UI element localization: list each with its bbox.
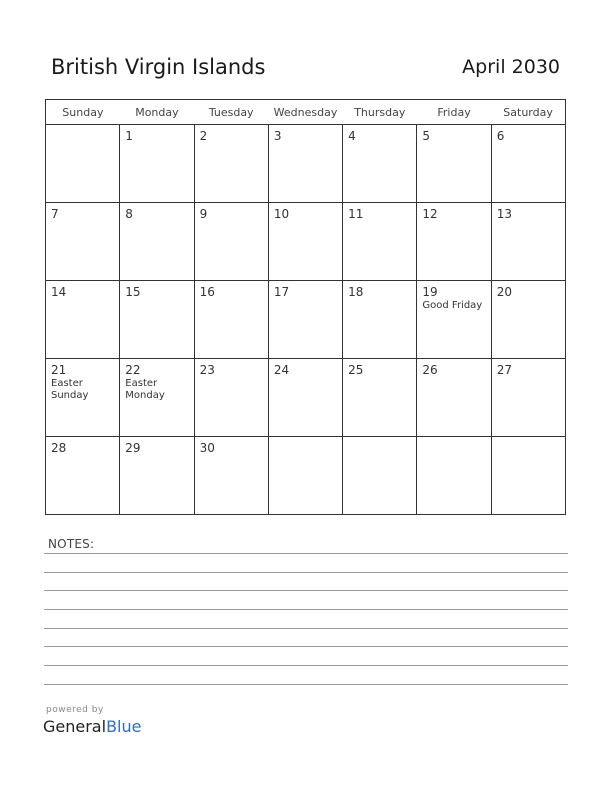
- day-number: 26: [422, 363, 438, 377]
- calendar-day-cell: [268, 125, 342, 203]
- calendar-day-cell: [268, 203, 342, 281]
- note-line: [44, 609, 568, 610]
- day-number: 27: [496, 363, 512, 377]
- day-number: 25: [348, 363, 364, 377]
- calendar-day-cell: [46, 437, 120, 515]
- weekday-tuesday: Tuesday: [194, 100, 268, 125]
- weekday-sunday: Sunday: [46, 100, 120, 125]
- calendar-day-cell: [194, 281, 268, 359]
- calendar-day-cell: [120, 437, 194, 515]
- note-line: [44, 590, 568, 591]
- calendar-day-cell: [46, 203, 120, 281]
- calendar-day-cell: [268, 437, 342, 515]
- calendar-day-cell: [343, 359, 417, 437]
- day-number: 20: [496, 285, 512, 299]
- calendar-day-cell: [120, 125, 194, 203]
- day-number: 1: [125, 129, 133, 143]
- day-number: 12: [422, 207, 438, 221]
- calendar-day-cell: [194, 359, 268, 437]
- day-number: 29: [125, 441, 141, 455]
- calendar-day-cell: [268, 359, 342, 437]
- holiday-label: Good Friday: [422, 300, 483, 311]
- day-number: 23: [199, 363, 215, 377]
- note-line: [44, 665, 568, 666]
- calendar-day-cell: [194, 203, 268, 281]
- brand-logo: [43, 717, 141, 736]
- weekday-saturday: Saturday: [491, 100, 565, 125]
- calendar-day-cell: [491, 203, 565, 281]
- day-number: 4: [348, 129, 356, 143]
- calendar-week-row: [46, 125, 566, 203]
- calendar-day-cell: [417, 437, 491, 515]
- calendar-day-cell: [417, 359, 491, 437]
- calendar-day-cell: [343, 203, 417, 281]
- calendar-month: April 2030: [462, 56, 560, 78]
- note-line: [44, 628, 568, 629]
- weekday-thursday: Thursday: [343, 100, 417, 125]
- brand-general: General: [43, 717, 107, 736]
- calendar-day-cell: [120, 359, 194, 437]
- calendar-title: British Virgin Islands: [51, 55, 266, 79]
- calendar-day-cell: [194, 125, 268, 203]
- holiday-label: Easter Sunday: [51, 378, 89, 401]
- day-number: 30: [199, 441, 215, 455]
- day-number: 28: [51, 441, 67, 455]
- day-number: 7: [51, 207, 59, 221]
- day-number: 15: [125, 285, 141, 299]
- day-number: 11: [348, 207, 364, 221]
- note-line: [44, 572, 568, 573]
- holiday-label: Easter Monday: [125, 378, 165, 401]
- day-number: 17: [273, 285, 290, 299]
- calendar-week-row: [46, 359, 566, 437]
- day-number: 14: [51, 285, 67, 299]
- calendar-day-cell: [491, 437, 565, 515]
- calendar-day-cell: [120, 203, 194, 281]
- day-number: 5: [422, 129, 431, 143]
- calendar-grid: [45, 99, 566, 515]
- weekday-wednesday: Wednesday: [268, 100, 342, 125]
- day-number: 19: [422, 285, 438, 299]
- day-number: 16: [199, 285, 215, 299]
- calendar-day-cell: [268, 281, 342, 359]
- day-number: 22: [125, 363, 141, 377]
- calendar-day-cell: [343, 437, 417, 515]
- note-line: [44, 684, 568, 685]
- calendar-day-cell: [343, 281, 417, 359]
- day-number: 21: [51, 363, 67, 377]
- day-number: 9: [199, 207, 208, 221]
- calendar-day-cell: [491, 125, 565, 203]
- calendar-day-cell: [194, 437, 268, 515]
- day-number: 3: [273, 129, 282, 143]
- day-number: 2: [199, 129, 208, 143]
- calendar-week-row: [46, 203, 566, 281]
- calendar-day-cell: [46, 125, 120, 203]
- calendar-day-cell: [417, 203, 491, 281]
- day-number: 13: [496, 207, 512, 221]
- calendar-day-cell: [343, 125, 417, 203]
- calendar-week-row: [46, 281, 566, 359]
- calendar-day-cell: [120, 281, 194, 359]
- day-number: 24: [273, 363, 290, 377]
- calendar-day-cell: [417, 281, 491, 359]
- calendar-day-cell: [491, 281, 565, 359]
- powered-by-text: powered by: [46, 705, 104, 715]
- weekday-header-row: [46, 100, 566, 125]
- calendar-body: [46, 125, 566, 515]
- weekday-friday: Friday: [417, 100, 491, 125]
- calendar-week-row: [46, 437, 566, 515]
- day-number: 8: [125, 207, 133, 221]
- day-number: 10: [273, 207, 290, 221]
- weekday-monday: Monday: [120, 100, 194, 125]
- brand-blue: Blue: [106, 717, 142, 736]
- note-line: [44, 646, 568, 647]
- notes-label: NOTES:: [48, 537, 95, 551]
- day-number: 6: [496, 129, 505, 143]
- calendar-day-cell: [417, 125, 491, 203]
- calendar-day-cell: [491, 359, 565, 437]
- calendar-day-cell: [46, 359, 120, 437]
- note-line: [44, 553, 568, 554]
- day-number: 18: [348, 285, 364, 299]
- calendar-day-cell: [46, 281, 120, 359]
